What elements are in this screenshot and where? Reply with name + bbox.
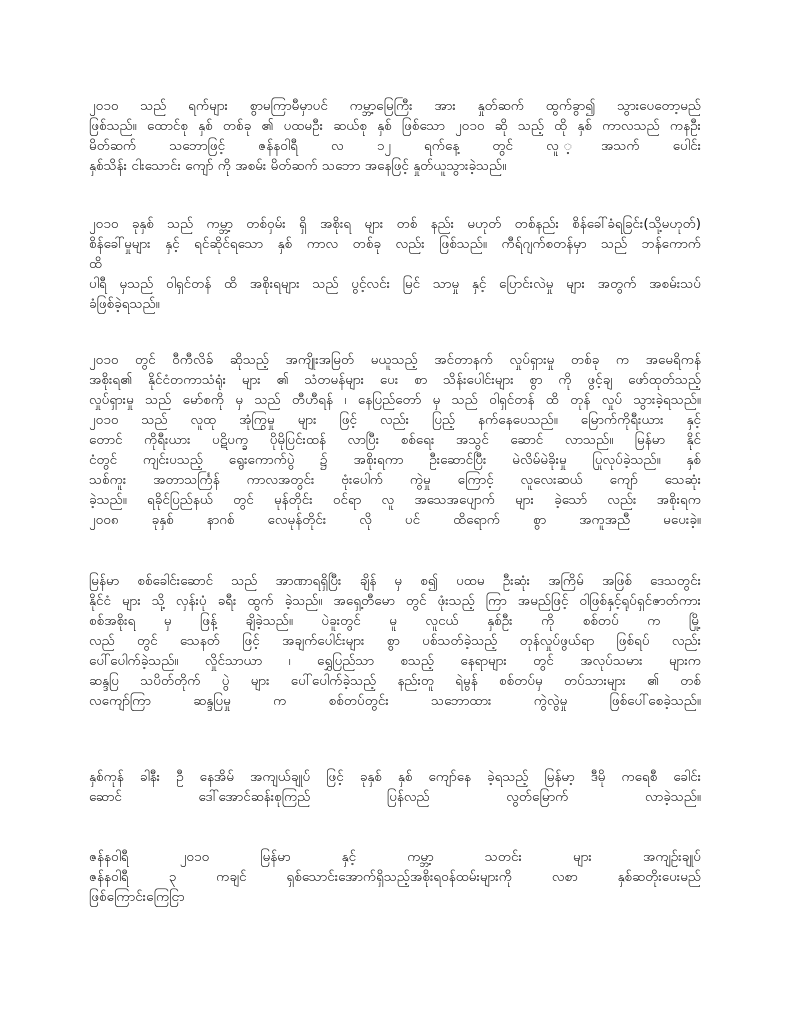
text-line: နှစ်ကုန် ခါနီး ဦ နေအိမ် အကျယ်ချုပ် ဖြင့် ခုနှစ် နှစ် ကျော်နေ ခဲ့ရသည့် မြန်မာ့ ဒီမို ကရေစီ ခေါင်း — [89, 769, 701, 785]
text-line: ဇန်နဝါရီ ၂၀၁၀ မြန်မာ နှင့် ကမ္ဘာ့ သတင်း များ အကျဉ်းချုပ် — [89, 849, 701, 865]
text-line: တောင် ကိုရီးယား ပဋိပက္ခ ပိုမိုပြင်းထန် လာပြီး စစ်ရေး အသွင် ဆောင် လာသည်။ မြန်မာ နိုင် — [89, 432, 701, 448]
text-line: သစ်ကူး အတာသင်္ကြန် ကာလအတွင်း ဗုံးပေါက် ကွဲမှု ကြောင့် လူလေးဆယ် ကျော် သေဆုံး — [89, 472, 701, 488]
text-line: မြန်မာ စစ်ခေါင်းဆောင် သည် အာဏာရရှိပြီး ချိန် မှ စ၍ ပထမ ဦးဆုံး အကြိမ် အဖြစ် ဒေသတွင်း — [89, 573, 701, 589]
text-line: မိတ်ဆက် သဘောဖြင့် ဇန်နဝါရီ လ ၁၂ ရက်နေ့ တွင် လူ ့အသက် ပေါင်း — [89, 138, 701, 154]
paragraph-5 — [89, 767, 701, 807]
text-line: စိန်ခေါ်မှုများ နှင့် ရင်ဆိုင်ရသော နှစ် ကာလ တစ်ခု လည်း ဖြစ်သည်။ ကီရ်ဂျက်စတန်မှာ သည် ဘန်ကောက် — [89, 236, 701, 252]
text-line: အစိုးရ၏ နိုင်ငံတကာသံရုံး များ ၏ သံတမန်များ ပေး စာ သိန်းပေါင်းများ စွာ ကို ဖွင့်ချ ဖော်ထုတ်သည့် — [89, 372, 701, 388]
paragraph-1 — [89, 96, 701, 176]
text-line: ငံတွင် ကျင်းပသည့် ရွေးကောက်ပွဲ ၌ အစိုးရကာ ဦးဆောင်ပြီး မဲလိမ်မဲခိုးမှု ပြုလုပ်ခဲ့သည်။ နှစ် — [89, 452, 701, 468]
text-line: ထိ — [89, 256, 103, 272]
text-line: လကျော်ကြာ ဆန္ဒပြမှု က စစ်တပ်တွင်း သဘောထား ကွဲလွဲမှု ဖြစ်ပေါ်စေခဲ့သည်။ — [89, 693, 701, 709]
text-line: ၂၀၁၀ သည် လူထု အုံကြွမှု များ ဖြင့် လည်း ပြည့် နက်နေပေသည်။ မြောက်ကိုရီးယား နှင့် — [89, 412, 701, 428]
text-line: ၂၀၁၀ ခုနှစ် သည် ကမ္ဘာ့ တစ်ဝှမ်း ရှိ အစိုးရ များ တစ် နည်း မဟုတ် တစ်နည်း စိန်ခေါ်ခံရခြင်း(သို့မဟုတ်) — [89, 216, 701, 232]
text-line: ၂၀၁၀ သည် ရက်များ စွာမကြာမီမှာပင် ကမ္ဘာ့မြေကြီး အား နှုတ်ဆက် ထွက်ခွာ၍ သွားပေတော့မည် — [89, 98, 701, 114]
paragraph-2 — [89, 214, 701, 314]
paragraph-3 — [89, 350, 701, 530]
text-line: ပေါ်ပေါက်ခဲ့သည်။ လှိုင်သာယာ ၊ ရွှေပြည်သာ စသည့် နေရာများ တွင် အလုပ်သမား များက — [89, 653, 701, 669]
text-line: ၂၀၁၀ တွင် ဝီကီလိခ် ဆိုသည့် အကျိုးအမြတ် မယူသည့် အင်တာနက် လှုပ်ရှားမှု တစ်ခု က အမေရိကန် — [89, 352, 701, 368]
text-line: ဆောင် ဒေါ်အောင်ဆန်းစုကြည် ပြန်လည် လွတ်မြောက် လာခဲ့သည်။ — [89, 789, 701, 805]
text-line: ဖြစ်သည်။ ထောင်စု နှစ် တစ်ခု ၏ ပထမဦး ဆယ်စု နှစ် ဖြစ်သော ၂၀၁၀ ဆို သည့် ထို နှစ် ကာလသည် ကနဦး — [89, 118, 701, 134]
paragraph-6 — [89, 847, 701, 907]
text-line: စစ်အစိုးရ မှ ဖြန့် ချိခဲ့သည်။ ပဲခူးတွင် မူ လူငယ် နှစ်ဦး ကို စစ်တပ် က မြို့ — [89, 613, 701, 629]
text-line: နှစ်သိန်း ငါးသောင်း ကျော် ကို အစမ်း မိတ်ဆက် သဘော အနေဖြင့် နှုတ်ယူသွားခဲ့သည်။ — [89, 158, 507, 174]
text-line: နိုင်ငံ များ သို့ လှန်းပုံ ခရီး ထွက် ခဲ့သည်။ အရှေ့တီမော တွင် ဖုံးသည့် ကြာ အမည်ဖြင့် ဝါဖြစ်နှင့်ရုပ်ရှင်ဇာတ်ကား — [89, 593, 701, 609]
text-line: ခံဖြစ်ခဲ့ရသည်။ — [89, 296, 160, 312]
text-line: ၂၀၀၈ ခုနှစ် နာဂစ် လေမုန်တိုင်း လို ပင် ထိရောက် စွာ အကူအညီ မပေးခဲ့။ — [89, 512, 701, 528]
text-line: ပါရီ မှသည် ဝါရှင်တန် ထိ အစိုးရများ သည် ပွင့်လင်း မြင် သာမှု နှင့် ပြောင်းလဲမှု များ အတွက် အစမ်းသပ် — [89, 276, 701, 292]
paragraph-4 — [89, 571, 701, 711]
text-line: လှုပ်ရှားမှု သည် မော်စကို မှ သည် တီဟီရန် ၊ နေပြည်တော် မှ သည် ဝါရှင်တန် ထိ တုန် လှုပ် သွားခဲ့ရသည်။ — [89, 392, 701, 408]
text-line: ခဲ့သည်။ ရခိုင်ပြည်နယ် တွင် မုန်တိုင်း ဝင်ရာ လူ အသေအပျောက် များ ခဲ့သော် လည်း အစိုးရက — [89, 492, 701, 508]
text-line: ဇန်နဝါရီ ၃ ကချင် ရှစ်သောင်းအောက်ရှိသည့်အစိုးရဝန်ထမ်းများကို လစာ နှစ်ဆတိုးပေးမည် — [89, 869, 701, 885]
text-line: ဖြစ်ကြောင်းကြေငြာ — [89, 889, 185, 905]
text-line: ဆန္ဒပြ သပိတ်တိုက် ပွဲ များ ပေါ်ပေါက်ခဲ့သည့် နည်းတူ ရဲမွန် စစ်တပ်မှ တပ်သားများ ၏ တစ် — [89, 673, 701, 689]
text-line: လည် တွင် သေနတ် ဖြင့် အချက်ပေါင်းများ စွာ ပစ်သတ်ခဲ့သည့် တုန်လှုပ်ဖွယ်ရာ ဖြစ်ရပ် လည်း — [89, 633, 701, 649]
